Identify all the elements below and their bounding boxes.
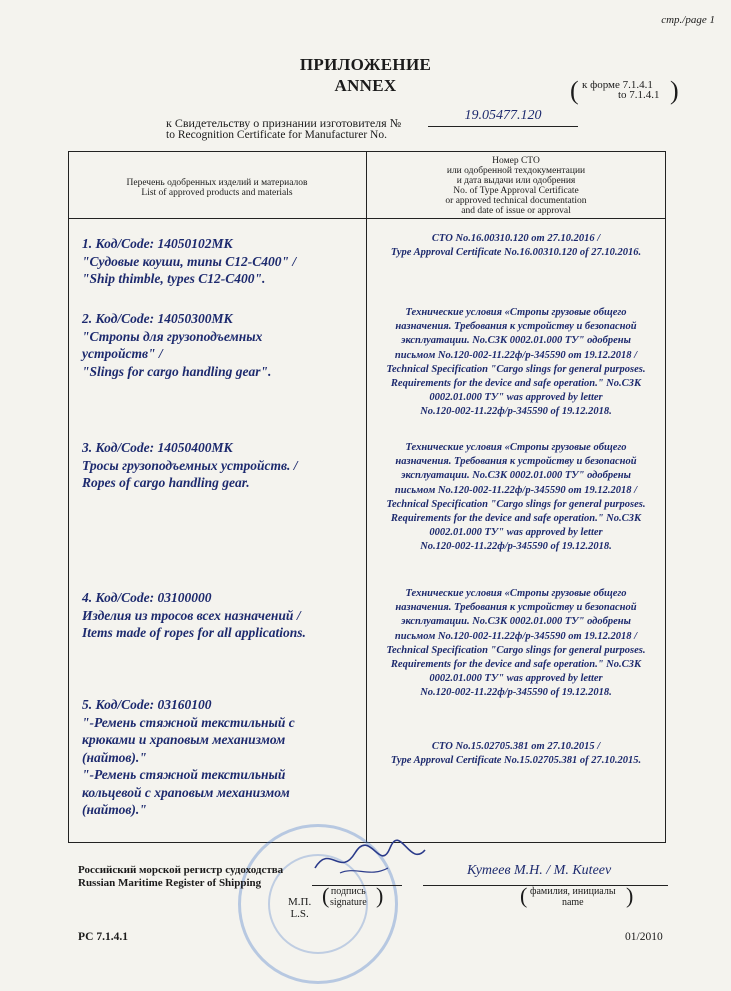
- certificate-number: 19.05477.120: [464, 108, 542, 123]
- approval-line: назначения. Требования к устройству и безопасной: [395, 321, 637, 333]
- approval-line: СТО No.16.00310.120 от 27.10.2016 /: [431, 233, 601, 244]
- approval-line: письмом No.120-002-11.22ф/р-345590 от 19.12.2018 /: [394, 630, 638, 642]
- paren-left: (: [520, 883, 528, 908]
- product-item-4: [82, 589, 364, 642]
- organization-name-ru: Российский морской регистр судоходства: [78, 864, 284, 876]
- approval-line: эксплуатации. No.СЗК 0002.01.000 ТУ" одобрены: [401, 616, 631, 628]
- paren-right: ): [670, 76, 679, 105]
- product-line: "Slings for cargo handling gear".: [82, 363, 272, 379]
- signer-name: Кутеев М.Н. / M. Kuteev: [467, 863, 612, 878]
- product-line: (найтов).": [82, 802, 147, 817]
- product-line: 3. Код/Code: 14050400МК: [82, 440, 233, 455]
- form-code: РС 7.1.4.1: [78, 931, 128, 943]
- stamp-place-mark: [288, 896, 311, 920]
- product-line: (найтов).": [82, 749, 147, 765]
- paren-left: (: [322, 883, 330, 908]
- form-date: 01/2010: [625, 931, 663, 943]
- approval-line: письмом No.120-002-11.22ф/р-345590 от 19.12.2018 /: [394, 484, 638, 496]
- form-reference-ru: к форме 7.1.4.1: [582, 79, 653, 91]
- approval-2: [368, 306, 664, 420]
- approval-line: эксплуатации. No.СЗК 0002.01.000 ТУ" одобрены: [401, 470, 631, 482]
- product-item-2: [82, 310, 364, 380]
- product-line: 4. Код/Code: 03100000: [82, 590, 212, 605]
- approval-3: [368, 441, 664, 555]
- table-column-divider: [366, 151, 367, 843]
- approval-line: Requirements for the device and safe operation." No.СЗК: [390, 378, 642, 390]
- approval-line: эксплуатации. No.СЗК 0002.01.000 ТУ" одобрены: [401, 335, 631, 347]
- approval-line: 0002.01.000 ТУ" was approved by letter: [429, 673, 603, 685]
- approval-line: Type Approval Certificate No.16.00310.120 of 27.10.2016.: [390, 247, 642, 259]
- approval-line: Технические условия «Стропы грузовые общего: [405, 442, 627, 453]
- title-ru: ПРИЛОЖЕНИЕ: [299, 55, 432, 74]
- product-line: "Стропы для грузоподъемных: [82, 328, 263, 344]
- form-reference-en: to 7.1.4.1: [618, 89, 660, 101]
- product-line: "-Ремень стяжной текстильный с: [82, 714, 295, 730]
- product-line: Items made of ropes for all applications.: [82, 625, 306, 640]
- approval-line: назначения. Требования к устройству и безопасной: [395, 456, 637, 468]
- table-header-left: [68, 178, 366, 198]
- approval-line: Technical Specification "Cargo slings for general purposes.: [386, 498, 646, 510]
- header-right-line: Номер СТО: [492, 156, 540, 166]
- approval-4: [368, 587, 664, 701]
- paren-right: ): [376, 883, 384, 908]
- title-en: ANNEX: [334, 76, 397, 95]
- name-caption-ru: фамилия, инициалы: [530, 886, 616, 897]
- header-right-line: или одобренной техдокументации: [446, 166, 586, 176]
- page-number: стр./page 1: [661, 14, 715, 26]
- approval-line: No.120-002-11.22ф/р-345590 of 19.12.2018.: [420, 687, 612, 699]
- product-line: Изделия из тросов всех назначений /: [82, 607, 301, 623]
- product-item-1: [82, 235, 364, 288]
- approval-1: [368, 232, 664, 260]
- certificate-number-underline: [428, 126, 578, 127]
- stamp-mark-en: L.S.: [290, 908, 309, 920]
- approval-line: No.120-002-11.22ф/р-345590 of 19.12.2018.: [420, 541, 612, 553]
- approval-line: 0002.01.000 ТУ" was approved by letter: [429, 527, 603, 539]
- approval-line: назначения. Требования к устройству и безопасной: [395, 602, 637, 614]
- certificate-label-en: to Recognition Certificate for Manufacturer No.: [166, 129, 387, 141]
- approval-line: Technical Specification "Cargo slings for general purposes.: [386, 644, 646, 656]
- signature-scribble: [310, 838, 430, 888]
- signature-caption-en: signature: [330, 897, 367, 908]
- approval-line: письмом No.120-002-11.22ф/р-345590 от 19.12.2018 /: [394, 349, 638, 361]
- header-left-line: List of approved products and materials: [141, 188, 293, 198]
- product-line: Ropes of cargo handling gear.: [82, 475, 250, 490]
- product-line: устройств" /: [82, 346, 163, 361]
- approval-line: 0002.01.000 ТУ" was approved by letter: [429, 392, 603, 404]
- header-left-line: Перечень одобренных изделий и материалов: [126, 178, 308, 188]
- product-item-3: [82, 439, 364, 492]
- product-line: Тросы грузоподъемных устройств. /: [82, 457, 298, 473]
- stamp-mark-ru: М.П.: [288, 896, 312, 908]
- paren-right: ): [626, 883, 634, 908]
- product-line: "-Ремень стяжной текстильный: [82, 767, 286, 782]
- product-line: крюками и храповым механизмом: [82, 732, 286, 747]
- name-caption: [520, 883, 634, 908]
- name-caption-en: name: [561, 897, 584, 908]
- product-item-5: [82, 696, 364, 819]
- header-right-line: or approved technical documentation: [445, 196, 587, 206]
- product-line: "Ship thimble, types C12-C400".: [82, 271, 266, 286]
- approval-line: Technical Specification "Cargo slings for general purposes.: [386, 363, 646, 375]
- header-right-line: and date of issue or approval: [461, 206, 571, 216]
- product-line: кольцевой с храповым механизмом: [82, 784, 290, 800]
- approval-line: Requirements for the device and safe operation." No.СЗК: [390, 513, 642, 525]
- approval-5: [368, 740, 664, 768]
- approval-line: Технические условия «Стропы грузовые общего: [405, 307, 627, 318]
- approval-line: Type Approval Certificate No.15.02705.381 of 27.10.2015.: [390, 755, 642, 767]
- approval-line: No.120-002-11.22ф/р-345590 of 19.12.2018.: [420, 406, 612, 418]
- approval-line: Технические условия «Стропы грузовые общего: [405, 588, 627, 599]
- header-right-line: и дата выдачи или одобрения: [456, 176, 576, 186]
- table-header-right: [366, 156, 666, 216]
- signature-caption: [322, 883, 384, 908]
- approval-line: СТО No.15.02705.381 от 27.10.2015 /: [431, 741, 601, 752]
- product-line: "Судовые коуши, типы С12-С400" /: [82, 253, 297, 269]
- approval-line: Requirements for the device and safe operation." No.СЗК: [390, 659, 642, 671]
- table-header-divider: [68, 218, 666, 219]
- organization-name-en: Russian Maritime Register of Shipping: [78, 877, 262, 889]
- product-line: 5. Код/Code: 03160100: [82, 697, 212, 712]
- certificate-label-ru: к Свидетельству о признании изготовителя №: [166, 116, 402, 130]
- product-line: 1. Код/Code: 14050102МК: [82, 236, 233, 251]
- product-line: 2. Код/Code: 14050300МК: [82, 311, 233, 326]
- paren-left: (: [570, 76, 579, 105]
- header-right-line: No. of Type Approval Certificate: [453, 186, 579, 196]
- signature-caption-ru: подпись: [330, 886, 366, 897]
